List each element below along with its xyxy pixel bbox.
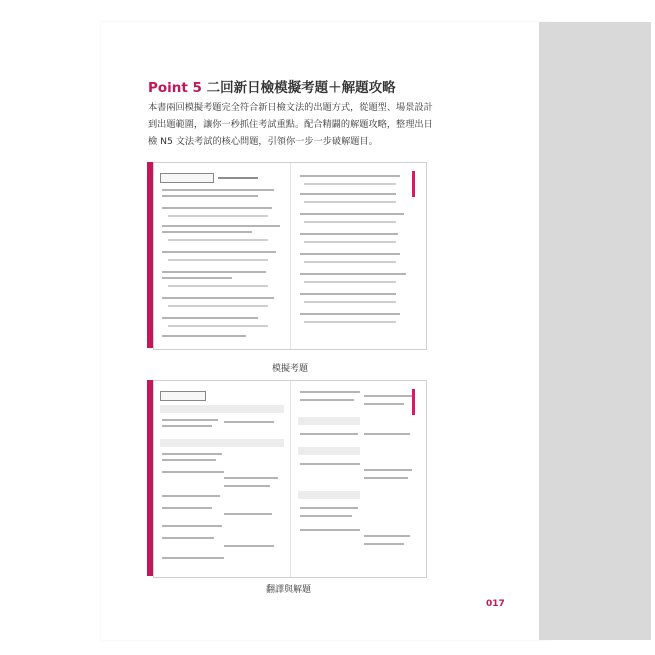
side-band (539, 22, 651, 640)
point-title (148, 76, 396, 96)
caption-translation: 翻譯與解題 (266, 585, 312, 595)
translation-spread-image (153, 380, 427, 578)
mock-exam-spread-image (153, 162, 427, 350)
point-heading: 二回新日檢模擬考題＋解題攻略 (206, 80, 396, 96)
exam-header-box (160, 173, 214, 183)
spread-gutter (290, 381, 291, 577)
point-label: Point 5 (148, 80, 202, 96)
answers-header-box (160, 391, 206, 401)
side-banner-text: N5 JLPT (448, 30, 502, 243)
caption-mock-exam: 模擬考題 (272, 364, 309, 374)
spread-gutter (290, 163, 291, 349)
page-number: 017 (486, 599, 505, 609)
intro-paragraph: 本書兩回模擬考題完全符合新日檢文法的出題方式，從題型、場景設計到出題範圍，讓你一秒抓住考試重點。配合精闢的解題攻略，整理出日檢 N5 文法考試的核心問題，引領你一步一步破解題目。 (148, 102, 433, 147)
